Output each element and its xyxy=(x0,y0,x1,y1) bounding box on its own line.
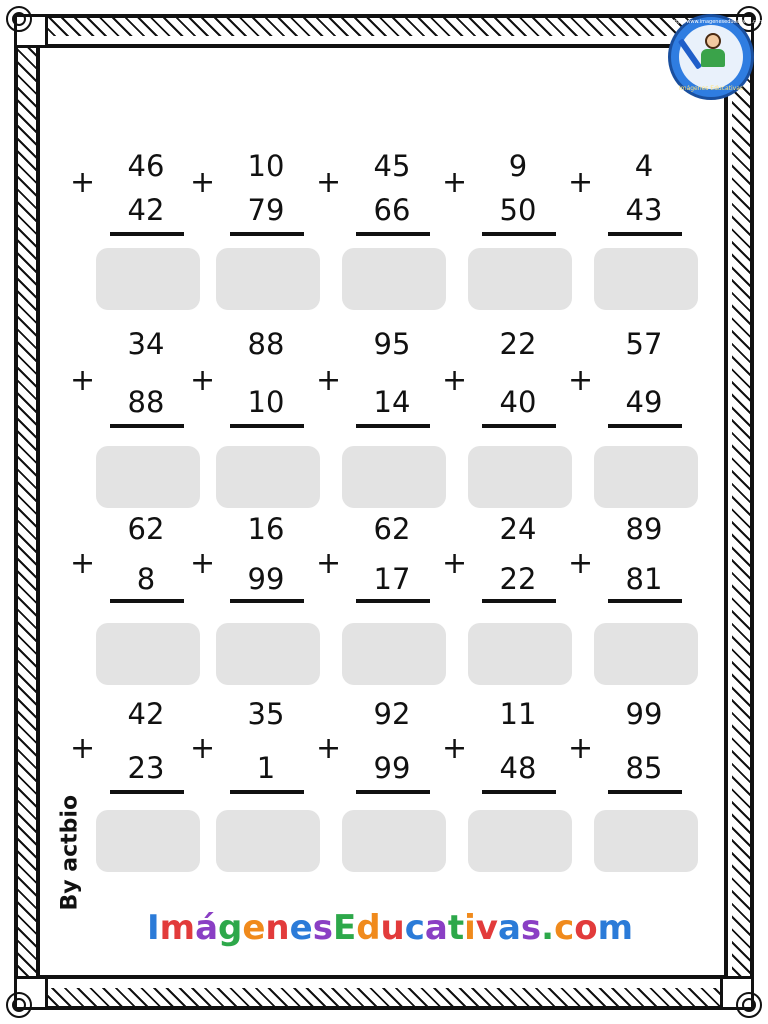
addend-bottom: 79 xyxy=(247,193,285,227)
plus-sign: + xyxy=(568,363,594,398)
addend-top: 57 xyxy=(625,327,663,361)
sum-line xyxy=(608,790,682,794)
addend-bottom: 14 xyxy=(373,385,411,419)
answer-box[interactable] xyxy=(96,810,200,872)
child-body-icon xyxy=(701,49,725,67)
addend-top: 24 xyxy=(499,512,537,546)
sum-line xyxy=(230,232,304,236)
sum-line xyxy=(356,424,430,428)
problem-row xyxy=(70,697,710,880)
addition-problem xyxy=(568,512,693,695)
addition-problem xyxy=(442,512,567,695)
addend-bottom: 85 xyxy=(625,751,663,785)
sum-line xyxy=(482,790,556,794)
corner-ornament-top-left xyxy=(14,14,48,48)
addend-top: 11 xyxy=(499,697,537,731)
plus-sign: + xyxy=(316,363,342,398)
addend-bottom: 10 xyxy=(247,385,285,419)
addend-bottom: 88 xyxy=(127,385,165,419)
sum-line xyxy=(110,599,184,603)
answer-box[interactable] xyxy=(216,810,320,872)
sum-line xyxy=(230,790,304,794)
answer-box[interactable] xyxy=(342,810,446,872)
addend-top: 62 xyxy=(373,512,411,546)
site-logo-badge xyxy=(668,14,764,100)
addend-bottom: 42 xyxy=(127,193,165,227)
plus-sign: + xyxy=(70,546,96,581)
problem-row xyxy=(70,140,710,320)
addend-bottom: 43 xyxy=(625,193,663,227)
addend-bottom: 48 xyxy=(499,751,537,785)
addend-bottom: 40 xyxy=(499,385,537,419)
addend-bottom: 99 xyxy=(247,562,285,596)
addend-bottom: 50 xyxy=(499,193,537,227)
addition-problem xyxy=(190,140,315,320)
answer-box[interactable] xyxy=(468,446,572,508)
answer-box[interactable] xyxy=(342,248,446,310)
addend-top: 4 xyxy=(634,149,654,183)
addition-problem xyxy=(316,512,441,695)
problem-row xyxy=(70,512,710,695)
addend-top: 10 xyxy=(247,149,285,183)
addition-problem xyxy=(442,697,567,880)
plus-sign: + xyxy=(190,165,216,200)
addend-bottom: 8 xyxy=(136,562,156,596)
addition-problem xyxy=(316,697,441,880)
plus-sign: + xyxy=(568,165,594,200)
answer-box[interactable] xyxy=(342,446,446,508)
answer-box[interactable] xyxy=(594,810,698,872)
addition-problem xyxy=(442,140,567,320)
addend-bottom: 22 xyxy=(499,562,537,596)
addend-bottom: 17 xyxy=(373,562,411,596)
addend-top: 9 xyxy=(508,149,528,183)
plus-sign: + xyxy=(190,546,216,581)
plus-sign: + xyxy=(70,363,96,398)
plus-sign: + xyxy=(442,165,468,200)
addend-top: 99 xyxy=(625,697,663,731)
corner-ornament-bottom-right xyxy=(720,976,754,1010)
byline-text: By actbio xyxy=(57,794,83,911)
addition-problem xyxy=(568,327,693,510)
answer-box[interactable] xyxy=(216,623,320,685)
sum-line xyxy=(608,424,682,428)
addition-problem xyxy=(70,140,195,320)
plus-sign: + xyxy=(316,731,342,766)
plus-sign: + xyxy=(316,546,342,581)
addition-problem xyxy=(316,140,441,320)
sum-line xyxy=(608,232,682,236)
addend-top: 46 xyxy=(127,149,165,183)
addition-problem xyxy=(190,697,315,880)
brand-wordmark: ImágenesEducativas.com xyxy=(146,908,634,948)
addend-top: 88 xyxy=(247,327,285,361)
addition-problem xyxy=(568,697,693,880)
plus-sign: + xyxy=(190,363,216,398)
answer-box[interactable] xyxy=(216,248,320,310)
addend-top: 95 xyxy=(373,327,411,361)
author-byline xyxy=(48,790,88,910)
plus-sign: + xyxy=(568,546,594,581)
addition-problem xyxy=(568,140,693,320)
answer-box[interactable] xyxy=(468,623,572,685)
answer-box[interactable] xyxy=(594,446,698,508)
answer-box[interactable] xyxy=(96,248,200,310)
addend-top: 89 xyxy=(625,512,663,546)
addend-top: 34 xyxy=(127,327,165,361)
addend-top: 35 xyxy=(247,697,285,731)
sum-line xyxy=(230,599,304,603)
sum-line xyxy=(608,599,682,603)
answer-box[interactable] xyxy=(468,248,572,310)
addend-bottom: 49 xyxy=(625,385,663,419)
sum-line xyxy=(230,424,304,428)
addend-top: 62 xyxy=(127,512,165,546)
sum-line xyxy=(356,232,430,236)
logo-name-text: Imágenes Educativas xyxy=(678,85,744,92)
answer-box[interactable] xyxy=(96,446,200,508)
answer-box[interactable] xyxy=(468,810,572,872)
addend-bottom: 66 xyxy=(373,193,411,227)
addend-bottom: 81 xyxy=(625,562,663,596)
sum-line xyxy=(482,599,556,603)
plus-sign: + xyxy=(190,731,216,766)
addition-problem xyxy=(442,327,567,510)
plus-sign: + xyxy=(70,165,96,200)
answer-box[interactable] xyxy=(96,623,200,685)
addition-problem xyxy=(70,512,195,695)
addition-problem xyxy=(70,697,195,880)
addition-problem xyxy=(316,327,441,510)
plus-sign: + xyxy=(568,731,594,766)
child-icon xyxy=(705,33,721,49)
addend-bottom: 99 xyxy=(373,751,411,785)
plus-sign: + xyxy=(442,731,468,766)
addition-problem xyxy=(190,512,315,695)
sum-line xyxy=(110,232,184,236)
addend-top: 16 xyxy=(247,512,285,546)
sum-line xyxy=(110,424,184,428)
addend-bottom: 23 xyxy=(127,751,165,785)
answer-box[interactable] xyxy=(342,623,446,685)
addend-top: 45 xyxy=(373,149,411,183)
sum-line xyxy=(482,232,556,236)
sum-line xyxy=(482,424,556,428)
answer-box[interactable] xyxy=(594,623,698,685)
addition-problem xyxy=(70,327,195,510)
answer-box[interactable] xyxy=(594,248,698,310)
answer-box[interactable] xyxy=(216,446,320,508)
corner-ornament-bottom-left xyxy=(14,976,48,1010)
addend-bottom: 1 xyxy=(256,751,276,785)
plus-sign: + xyxy=(316,165,342,200)
addition-problem xyxy=(190,327,315,510)
logo-url-text: http://www.imageneseducativas.com xyxy=(671,19,764,25)
sum-line xyxy=(356,599,430,603)
sum-line xyxy=(356,790,430,794)
addend-top: 42 xyxy=(127,697,165,731)
addend-top: 22 xyxy=(499,327,537,361)
plus-sign: + xyxy=(70,731,96,766)
addend-top: 92 xyxy=(373,697,411,731)
sum-line xyxy=(110,790,184,794)
problem-row xyxy=(70,327,710,510)
plus-sign: + xyxy=(442,546,468,581)
plus-sign: + xyxy=(442,363,468,398)
